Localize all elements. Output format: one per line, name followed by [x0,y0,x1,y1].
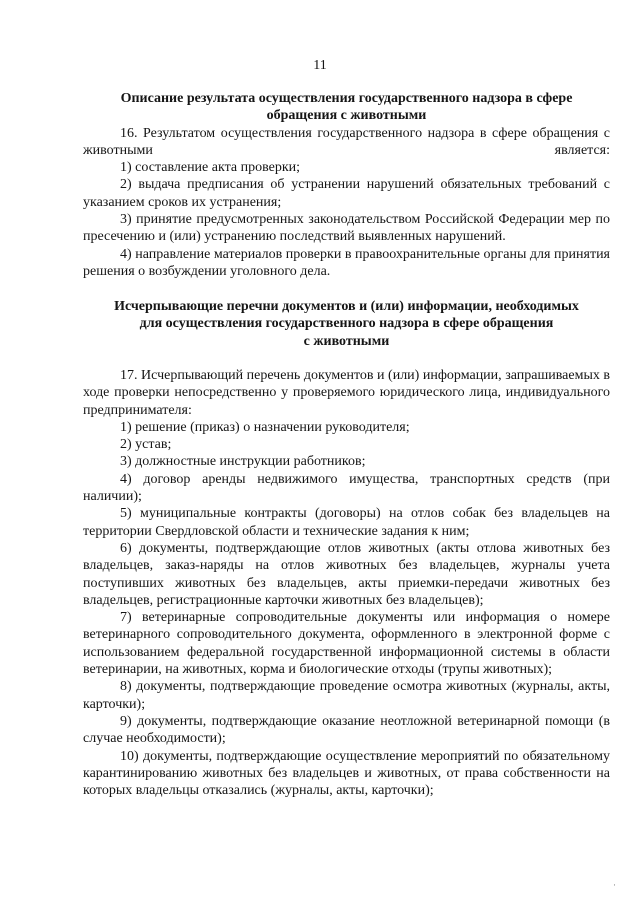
list-item: 3) должностные инструкции работников; [120,454,366,470]
list-item: 1) решение (приказ) о назначении руководителя; [120,419,410,435]
list-item: 6) документы, подтверждающие отлов животных (акты отлова животных без владельцев, заказ-наряды на отлов животных без владельцев, журналы учета поступивших животных без владельцев, акты приемки-передачи животных без владельцев, регистрационные карточки животных без владельцев); [83,540,610,608]
section-16-intro: 16. Результатом осуществления государственного надзора в сфере обращения с животными является: [83,125,610,158]
page-number: 11 [313,58,327,73]
list-item: 1) составление акта проверки; [120,160,301,176]
section-17-heading [83,298,610,350]
section-17-body [83,367,610,799]
section-17-heading-line: с животными [303,333,390,349]
list-item: 4) направление материалов проверки в правоохранительные органы для принятия решения о возбуждении уголовного дела. [83,246,610,279]
list-item: 5) муниципальные контракты (договоры) на отлов собак без владельцев на территории Свердловской области и технические задания к ним; [83,506,610,539]
list-item: 9) документы, подтверждающие оказание неотложной ветеринарной помощи (в случае необходимости); [83,713,610,747]
list-item: 8) документы, подтверждающие проведение осмотра животных (журналы, акты, карточки); [83,679,610,712]
list-item: 10) документы, подтверждающие осуществление мероприятий по обязательному карантинированию животных без владельцев и животных, от права собственности на которых владельцы отказались (журналы, акты, карточки); [83,748,610,799]
scan-mark: · [613,880,616,890]
section-17-heading-line: для осуществления государственного надзора в сфере обращения [139,316,554,332]
section-16-heading-line: обращения с животными [266,108,427,124]
section-17 [83,298,610,350]
list-item: 3) принятие предусмотренных законодательством Российской Федерации мер по пресечению и (или) устранению последствий выявленных нарушений. [83,212,610,245]
list-item: 4) договор аренды недвижимого имущества, транспортных средств (при наличии); [83,471,610,505]
list-item: 7) ветеринарные сопроводительные документы или информация о номере ветеринарного сопроводительного документа, оформленного в электронной форме с использованием федеральной государственной информационной системы в области ветеринарии, на животных, корма и биологические отходы (трупы животных); [83,610,610,678]
list-item: 2) устав; [120,437,172,453]
section-16 [83,90,610,280]
section-16-heading [83,90,610,125]
section-17-intro: 17. Исчерпывающий перечень документов и (или) информации, запрашиваемых в ходе проверки непосредственно у проверяемого юридического лица, индивидуального предпринимателя: [83,368,610,418]
section-16-heading-line: Описание результата осуществления государственного надзора в сфере [120,91,573,106]
section-17-heading-line: Исчерпывающие перечни документов и (или) информации, необходимых [114,299,579,314]
list-item: 2) выдача предписания об устранении нарушений обязательных требований с указанием сроков их устранения; [83,177,610,210]
